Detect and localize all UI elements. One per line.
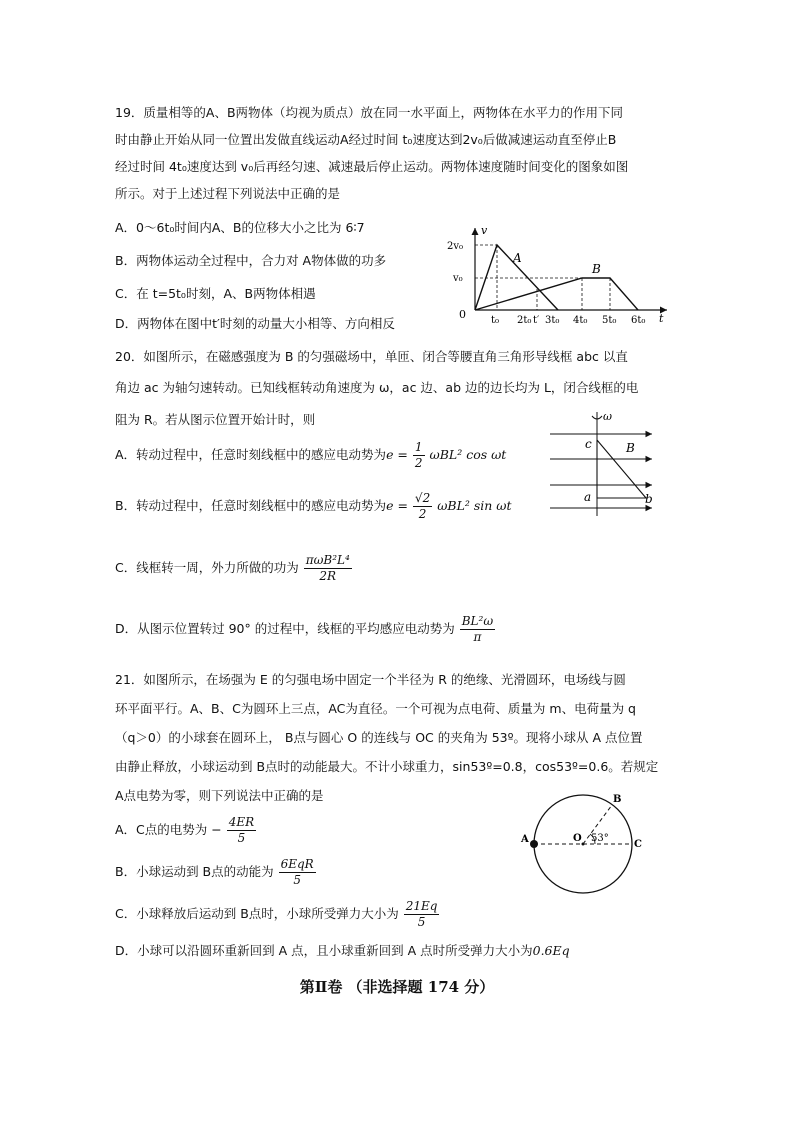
q19-stem-line-2: 时由静止开始从同一位置出发做直线运动A经过时间 t₀速度达到2v₀后做减速运动直至停止B — [115, 132, 617, 147]
q21-ring-figure — [515, 790, 650, 900]
triangle-frame — [597, 440, 646, 498]
q21-option-c-fraction: $\frac{21Eq}{5}$ — [405, 899, 438, 929]
graph-xtick-5t0: 5t₀ — [602, 315, 617, 326]
q20-option-a: A．转动过程中，任意时刻线框中的感应电动势为e = $\frac{1}{2}$ ωBL² cos ωt — [115, 440, 507, 470]
q19-option-d: D．两物体在图中t′时刻的动量大小相等、方向相反 — [115, 316, 395, 331]
svg-text:B: B — [613, 794, 622, 805]
q20-option-d-fraction: $\frac{\text{BL²ω}}{\pi}$ — [461, 614, 494, 644]
graph-xtick-2t0: 2t₀ — [517, 315, 532, 326]
graph-ytick-v0: v₀ — [453, 273, 463, 284]
q21-option-b: B．小球运动到 B点的动能为 $\frac{\text{6EqR}}{5}$ — [115, 857, 314, 887]
graph-label-a: A — [513, 251, 522, 265]
svg-text:c: c — [585, 437, 592, 451]
q21-stem-line-3: （q＞0）的小球套在圆环上， B点与圆心 O 的连线与 OC 的夹角为 53º。现将小球从 A 点位置 — [115, 730, 643, 745]
q20-option-d — [115, 614, 496, 644]
q21-option-a: A．C点的电势为 − $\frac{4ER}{5}$ — [115, 815, 255, 845]
q19-velocity-time-graph — [445, 222, 675, 332]
q20-option-c — [115, 553, 353, 583]
graph-ytick-2v0: 2v₀ — [447, 241, 464, 252]
graph-xtick-3t0: 3t₀ — [545, 315, 560, 326]
omega-label: ω — [603, 410, 612, 423]
q21-stem-line-1: 21．如图所示，在场强为 E 的匀强电场中固定一个半径为 R 的绝缘、光滑圆环，电场线与圆 — [115, 672, 626, 687]
q19-option-a: A．0～6t₀时间内A、B的位移大小之比为 6∶7 — [115, 220, 365, 235]
q19-stem-line-1: 19．质量相等的A、B两物体（均视为质点）放在同一水平面上，两物体在水平力的作用下同 — [115, 105, 624, 120]
q20-magnetic-field-figure — [548, 408, 660, 518]
angle-53: 53° — [591, 833, 609, 844]
q19-option-b: B．两物体运动全过程中，合力对 A物体做的功多 — [115, 253, 387, 268]
q19-stem-line-3: 经过时间 4t₀速度达到 v₀后再经匀速、减速最后停止运动。两物体速度随时间变化的图象如图 — [115, 159, 629, 174]
graph-t-label: t — [659, 312, 664, 325]
svg-text:b: b — [645, 492, 653, 506]
q21-option-c: C．小球释放后运动到 B点时，小球所受弹力大小为 $\frac{21Eq}{5}$ — [115, 899, 438, 929]
graph-xtick-tprime: t′ — [533, 315, 540, 326]
svg-text:O: O — [573, 833, 582, 844]
q21-option-d: D．小球可以沿圆环重新回到 A 点，且小球重新回到 A 点时所受弹力大小为0.6Eq — [115, 943, 570, 958]
q20-stem-line-3: 阻为 R。若从图示位置开始计时，则 — [115, 412, 316, 427]
q21-stem-line-2: 环平面平行。A、B、C为圆环上三点，AC为直径。一个可视为点电荷、质量为 m、电荷量为 q — [115, 701, 636, 716]
q20-option-c-text: C．线框转一周，外力所做的功为 — [115, 560, 299, 575]
q20-option-d-text: D．从图示位置转过 90° 的过程中，线框的平均感应电动势为 — [115, 621, 455, 636]
q20-option-b-fraction: $\frac{√2}{2}$ — [414, 491, 431, 521]
q20-option-a-fraction: $\frac{1}{2}$ — [414, 440, 423, 470]
graph-curve-b — [475, 278, 638, 310]
charged-ball — [530, 840, 538, 848]
section-title: 第Ⅱ卷 （非选择题 174 分） — [299, 978, 495, 996]
svg-text:B: B — [626, 441, 635, 455]
q19-option-c: C．在 t=5t₀时刻，A、B两物体相遇 — [115, 286, 316, 301]
graph-xtick-4t0: 4t₀ — [573, 315, 588, 326]
q21-option-b-fraction: $\frac{\text{6EqR}}{5}$ — [280, 857, 314, 887]
graph-label-b: B — [592, 262, 601, 276]
q21-stem-line-4: 由静止释放，小球运动到 B点时的动能最大。不计小球重力，sin53º=0.8，cos53º=0.6。若规定 — [115, 759, 659, 774]
q20-option-b: B．转动过程中，任意时刻线框中的感应电动势为e = $\frac{√2}{2}$ ωBL² sin ωt — [115, 491, 512, 521]
q20-option-c-fraction: $\frac{\text{πωB²L⁴}}{2R}$ — [305, 553, 350, 583]
q20-stem-line-2: 角边 ac 为轴匀速转动。已知线框转动角速度为 ω，ac 边、ab 边的边长均为 L，闭合线框的电 — [115, 380, 639, 395]
graph-origin: 0 — [459, 308, 466, 321]
q20-option-a-text: A．转动过程中，任意时刻线框中的感应电动势为 — [115, 447, 387, 462]
graph-xtick-6t0: 6t₀ — [631, 315, 646, 326]
graph-xtick-t0: t₀ — [491, 315, 500, 326]
q21-option-a-fraction: $\frac{4ER}{5}$ — [228, 815, 255, 845]
q21-stem-line-5: A点电势为零，则下列说法中正确的是 — [115, 788, 324, 803]
q20-stem-line-1: 20．如图所示，在磁感强度为 B 的匀强磁场中，单匝、闭合等腰直角三角形导线框 abc 以直 — [115, 349, 628, 364]
svg-text:A: A — [521, 834, 529, 845]
graph-v-label: v — [481, 224, 488, 237]
q19-stem-line-4: 所示。对于上述过程下列说法中正确的是 — [115, 186, 341, 201]
q20-option-b-text: B．转动过程中，任意时刻线框中的感应电动势为 — [115, 498, 387, 513]
svg-text:a: a — [584, 490, 592, 504]
svg-text:C: C — [634, 839, 642, 850]
